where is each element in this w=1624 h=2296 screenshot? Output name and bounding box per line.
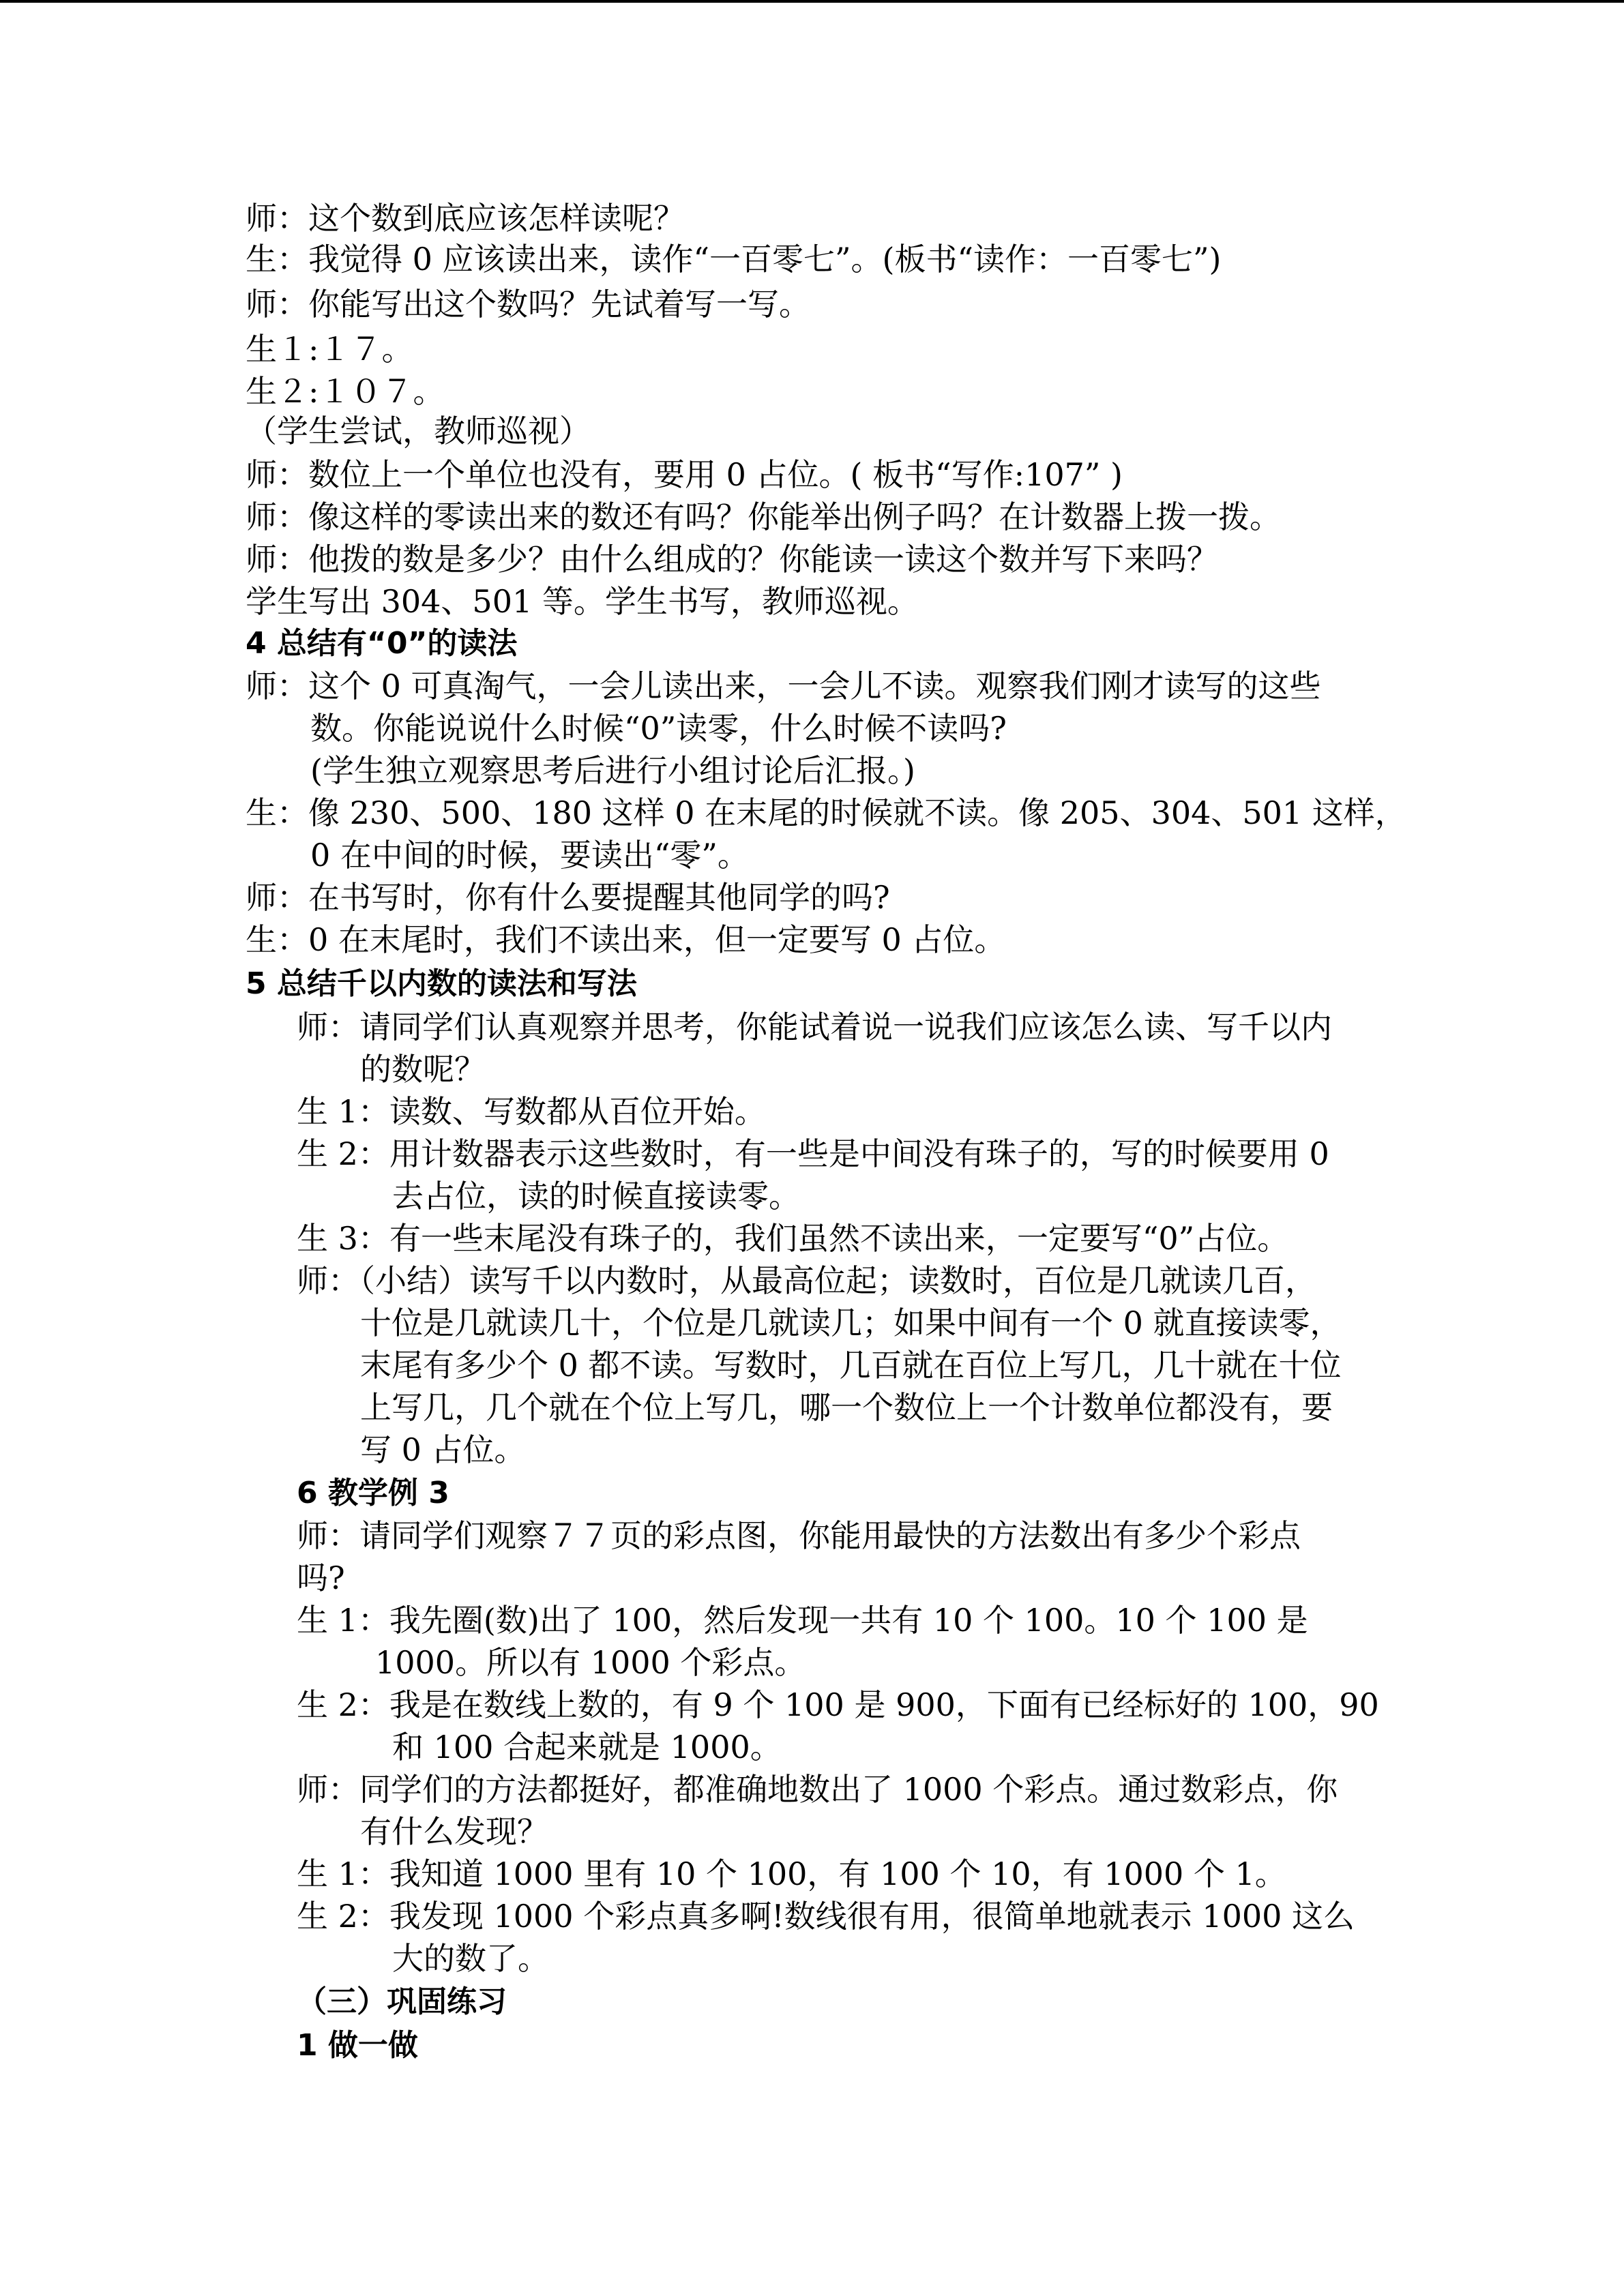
text-line: 师：像这样的零读出来的数还有吗？你能举出例子吗？在计数器上拨一拨。 xyxy=(246,498,1281,535)
text-line: 生 2：我发现 1000 个彩点真多啊!数线很有用，很简单地就表示 1000 这么 xyxy=(297,1898,1355,1935)
page-top-border xyxy=(0,0,1624,3)
text-line: 大的数了。 xyxy=(392,1940,549,1977)
text-line: 生２:１０７。 xyxy=(246,373,445,410)
text-line: 数。你能说说什么时候“0”读零，什么时候不读吗? xyxy=(310,710,1007,747)
text-line: 学生写出 304、501 等。学生书写，教师巡视。 xyxy=(246,583,919,620)
text-line: 去占位，读的时候直接读零。 xyxy=(392,1178,800,1214)
text-line: 上写几，几个就在个位上写几，哪一个数位上一个计数单位都没有，要 xyxy=(360,1389,1333,1426)
text-line: 生 1：读数、写数都从百位开始。 xyxy=(297,1093,766,1130)
text-line: 师：请同学们观察７７页的彩点图，你能用最快的方法数出有多少个彩点 xyxy=(297,1517,1301,1554)
text-line: 的数呢？ xyxy=(360,1051,486,1088)
text-line: 师：你能写出这个数吗？先试着写一写。 xyxy=(246,286,810,323)
text-line: 生：像 230、500、180 这样 0 在末尾的时候就不读。像 205、304、501 这样， xyxy=(246,794,1406,831)
section-heading: 1 做一做 xyxy=(297,2028,418,2063)
text-line: 生 2：用计数器表示这些数时，有一些是中间没有珠子的，写的时候要用 0 xyxy=(297,1135,1329,1172)
text-line: 生 3：有一些末尾没有珠子的，我们虽然不读出来，一定要写“0”占位。 xyxy=(297,1220,1289,1257)
text-line: 0 在中间的时候，要读出“零”。 xyxy=(310,837,749,874)
text-line: 生 1：我知道 1000 里有 10 个 100，有 100 个 10，有 1000 个 1。 xyxy=(297,1855,1286,1892)
text-line: 师：请同学们认真观察并思考，你能试着说一说我们应该怎么读、写千以内 xyxy=(297,1009,1332,1045)
section-heading: 4 总结有“0”的读法 xyxy=(246,626,518,661)
text-line: 十位是几就读几十，个位是几就读几；如果中间有一个 0 就直接读零， xyxy=(360,1304,1342,1341)
text-line: 师：这个 0 可真淘气，一会儿读出来，一会儿不读。观察我们刚才读写的这些 xyxy=(246,668,1321,704)
text-line: 末尾有多少个 0 都不读。写数时，几百就在百位上写几，几十就在十位 xyxy=(360,1347,1342,1384)
text-line: 师：同学们的方法都挺好，都准确地数出了 1000 个彩点。通过数彩点，你 xyxy=(297,1771,1338,1808)
text-line: 师：他拨的数是多少？由什么组成的？你能读一读这个数并写下来吗？ xyxy=(246,541,1218,578)
text-line: 师：这个数到底应该怎样读呢？ xyxy=(246,200,685,237)
text-line: 写 0 占位。 xyxy=(360,1431,526,1468)
text-line: （学生尝试，教师巡视） xyxy=(246,413,591,449)
section-heading: 6 教学例 3 xyxy=(297,1476,449,1510)
section-heading: （三）巩固练习 xyxy=(297,1984,507,2019)
text-line: 生：我觉得 0 应该读出来，读作“一百零七”。(板书“读作：一百零七”) xyxy=(246,241,1222,278)
text-line: 生：0 在末尾时，我们不读出来，但一定要写 0 占位。 xyxy=(246,921,1006,958)
text-line: 师：（小结）读写千以内数时，从最高位起；读数时，百位是几就读几百， xyxy=(297,1262,1316,1299)
text-line: 和 100 合起来就是 1000。 xyxy=(392,1729,782,1765)
text-line: 1000。所以有 1000 个彩点。 xyxy=(375,1644,806,1681)
text-line: 生 1：我先圈(数)出了 100，然后发现一共有 10 个 100。10 个 100 是 xyxy=(297,1602,1308,1639)
text-line: (学生独立观察思考后进行小组讨论后汇报。) xyxy=(310,752,915,789)
text-line: 有什么发现？ xyxy=(360,1813,548,1850)
text-line: 生 2：我是在数线上数的，有 9 个 100 是 900，下面有已经标好的 100，90 xyxy=(297,1686,1379,1723)
text-line: 师：在书写时，你有什么要提醒其他同学的吗? xyxy=(246,879,890,916)
text-line: 生１:１７。 xyxy=(246,331,413,368)
text-line: 吗? xyxy=(297,1560,345,1596)
section-heading: 5 总结千以内数的读法和写法 xyxy=(246,966,637,1001)
text-line: 师：数位上一个单位也没有，要用 0 占位。( 板书“写作:107” ) xyxy=(246,456,1123,493)
